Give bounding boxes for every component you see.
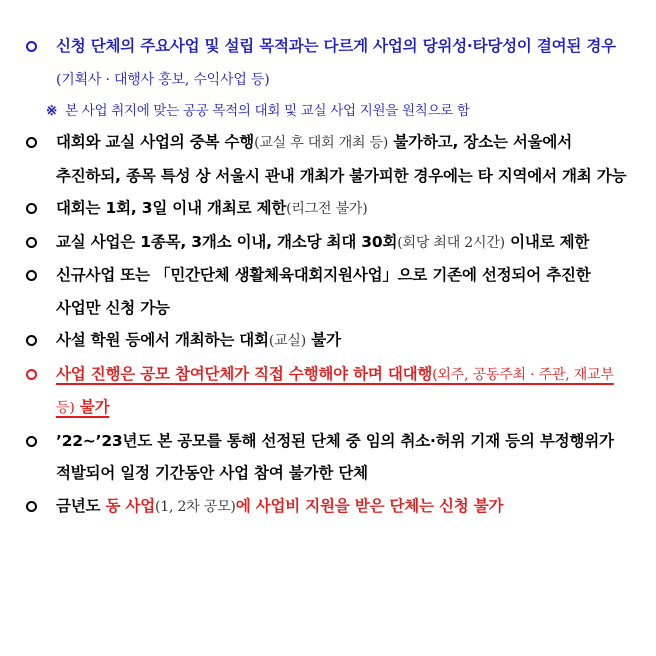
item-highlight: 동 사업 (105, 496, 156, 515)
circle-bullet-icon (26, 41, 37, 52)
item-highlight-tail: 에 사업비 지원을 받은 단체는 신청 불가 (235, 496, 504, 515)
criteria-item-duplicate (26, 126, 634, 192)
criteria-item-new-or-existing (26, 259, 634, 324)
item-parenthetical: (외주, 공동주최 · 주관, 재교부 등) (56, 366, 614, 416)
item-text: 대회는 1회, 3일 이내 개최로 제한 (56, 199, 287, 217)
item-parenthetical: (리그전 불가) (286, 201, 368, 217)
item-text: 사설 학원 등에서 개최하는 대회 (56, 331, 269, 349)
policy-note (26, 96, 634, 126)
item-parenthetical: (교실) (268, 333, 307, 349)
circle-bullet-icon (26, 203, 37, 214)
item-parenthetical: (회당 최대 2시간) (397, 234, 505, 251)
criteria-item-private-academy (26, 324, 634, 358)
item-tail-text: 불가하고, 장소는 서울에서 추진하되, 종목 특성 상 서울시 관내 개최가 불가피한 경우에는 타 지역에서 개최 가능 (56, 133, 627, 185)
item-tail-text: 불가 (74, 398, 110, 416)
criteria-item-fraud-history (26, 425, 634, 490)
criteria-item-same-year (26, 490, 634, 524)
circle-bullet-icon (26, 237, 37, 248)
item-text: 교실 사업은 1종목, 3개소 이내, 개소당 최대 30회 (56, 232, 398, 251)
underlined-warning (56, 365, 614, 417)
criteria-item-class-limit (26, 226, 634, 260)
item-text: 대회와 교실 사업의 중복 수행 (56, 133, 255, 151)
item-text: 사업 진행은 공모 참여단체가 직접 수행해야 하며 대대행 (56, 364, 433, 383)
circle-bullet-icon (26, 501, 37, 512)
item-parenthetical: (교실 후 대회 개최 등) (254, 135, 389, 151)
item-tail-text: 이내로 제한 (504, 232, 590, 251)
circle-bullet-icon (26, 137, 37, 148)
item-text: ’22~’23년도 본 공모를 통해 선정된 단체 중 임의 취소·허위 기재 등의 부정행위가 적발되어 일정 기간동안 사업 참여 불가한 단체 (56, 431, 614, 482)
criteria-item-tournament-limit (26, 192, 634, 226)
reference-mark-icon: ※ (46, 103, 58, 119)
item-parenthetical: (1, 2차 공모) (155, 498, 236, 515)
criteria-item-direct-execution (26, 358, 634, 425)
circle-bullet-icon (26, 369, 37, 380)
circle-bullet-icon (26, 270, 37, 281)
note-text: 본 사업 취지에 맞는 공공 목적의 대회 및 교실 사업 지원을 원칙으로 함 (65, 103, 470, 119)
item-parenthetical: (기획사 · 대행사 홍보, 수익사업 등) (56, 71, 270, 88)
item-text: 금년도 (56, 496, 106, 515)
criteria-item-purpose-mismatch (26, 30, 634, 96)
item-text: 신규사업 또는 「민간단체 생활체육대회지원사업」으로 기존에 선정되어 추진한 사업만 신청 가능 (56, 266, 591, 317)
item-tail-text: 불가 (306, 331, 341, 349)
item-text: 신청 단체의 주요사업 및 설립 목적과는 다르게 사업의 당위성·타당성이 결여된 경우 (56, 37, 616, 55)
circle-bullet-icon (26, 436, 37, 447)
circle-bullet-icon (26, 335, 37, 346)
